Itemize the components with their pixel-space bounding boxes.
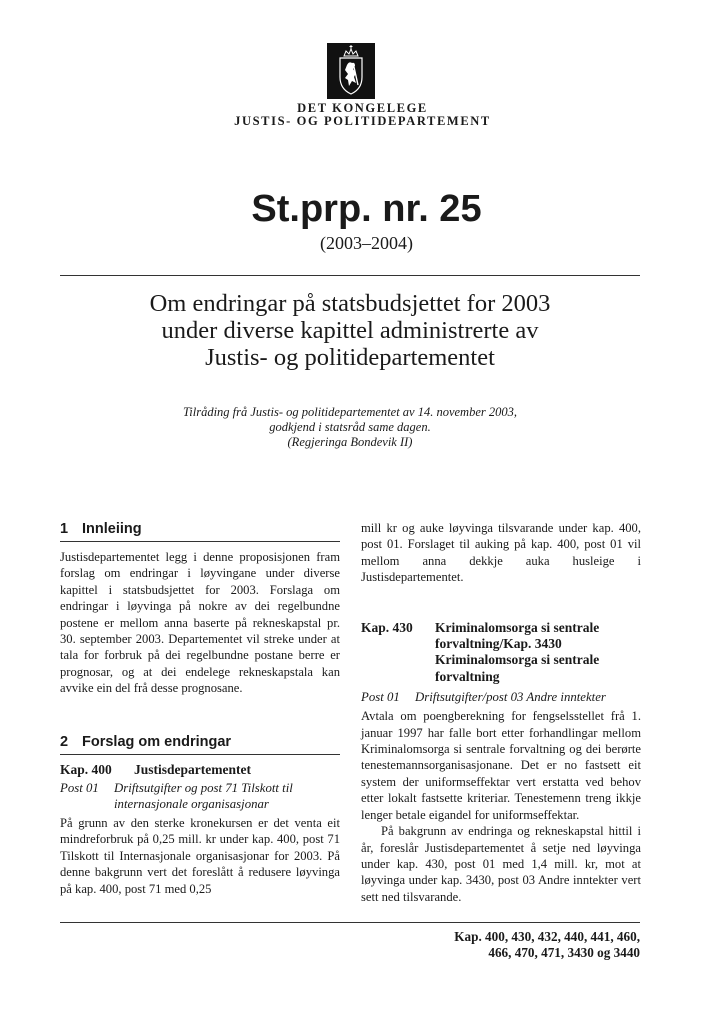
kap-number: Kap. 430: [361, 619, 413, 635]
section-number: 2: [60, 733, 69, 750]
title-divider: [60, 275, 640, 276]
footer-divider: [60, 922, 640, 923]
session-years: (2003–2004): [320, 233, 413, 253]
department-line-1: DET KONGELEGE: [297, 101, 428, 115]
post-heading: [361, 689, 641, 705]
coat-of-arms-icon: [327, 43, 375, 99]
kap-430-paragraph-2: På bakgrunn av endringa og rekneskapstal hittil i år, foreslår Justisdepartementet å setje ned løyvinga under kap. 430, post 01 med 1,4 mill. kr, mot at løyvinga under kap. 3430, post 03 Andre inntekter vert sett ned tilsvarande.: [361, 824, 641, 904]
subject-line: under diverse kapittel administrerte av: [161, 317, 539, 344]
section-1-text: Justisdepartementet legg i denne proposisjonen fram forslag om endringar i løyvingane under diverse kapittel i statsbudsjettet for 2003. Forslaga om endringar i løyvinga på nokre av dei regelbundne postene er mellom anna baserte på rekneskapstal pr. 30. september 2003. Departementet vil streke under at tala for forbruk på dei regelbundne postane berre er prognosar, og at dei endelege rekneskapstala kan avvike ein del frå desse prognosane.: [60, 550, 340, 696]
post-title: Driftsutgifter/post 03 Andre inntekter: [415, 690, 606, 705]
kap-title: Justisdepartementet: [134, 761, 251, 777]
kap-number: Kap. 400: [60, 761, 112, 777]
right-column: [361, 520, 641, 905]
left-column: [60, 520, 340, 897]
post-title: Driftsutgifter og post 71 Tilskott til internasjonale organisasjonar: [114, 781, 293, 812]
recommendation-line: (Regjeringa Bondevik II): [287, 435, 413, 449]
department-name: [0, 102, 725, 128]
section-title: Innleiing: [82, 521, 142, 537]
section-rule: [60, 754, 340, 755]
chapter-list-line: Kap. 400, 430, 432, 440, 441, 460,: [454, 929, 640, 944]
section-number: 1: [60, 521, 69, 537]
recommendation-note: [60, 405, 640, 450]
recommendation-line: godkjend i statsråd same dagen.: [269, 420, 431, 434]
post-number: Post 01: [60, 781, 99, 796]
section-1-heading: [60, 520, 340, 538]
department-line-2: JUSTIS- OG POLITIDEPARTEMENT: [234, 114, 491, 128]
subject-line: Om endringar på statsbudsjettet for 2003: [149, 290, 551, 317]
kap-430-heading: [361, 620, 641, 686]
recommendation-line: Tilråding frå Justis- og politidepartementet av 14. november 2003,: [183, 405, 517, 419]
chapter-list: [380, 929, 640, 961]
section-rule: [60, 541, 340, 542]
kap-400-text: På grunn av den sterke kronekursen er det venta eit mindreforbruk på 0,25 mill. kr under kap. 400, post 71 Tilskott til Internasjonale organisasjonar for 2003. På denne bakgrunn vert det foreslått å redusere løyvinga på kap. 400, post 71 med 0,25: [60, 816, 340, 896]
document-title: St.prp. nr. 25: [251, 188, 482, 230]
section-2-heading: [60, 733, 340, 751]
kap-title: Kriminalomsorga si sentrale forvaltning/Kap. 3430 Kriminalomsorga si sentrale forvaltning: [435, 619, 600, 684]
section-title: Forslag om endringar: [82, 733, 232, 750]
chapter-list-line: 466, 470, 471, 3430 og 3440: [488, 945, 640, 960]
kap-430-paragraph-1: Avtala om poengberekning for fengselsstellet frå 1. januar 1997 har falle bort etter forhandlingar mellom Kriminalomsorga si sentrale forvaltning og dei berørte tenestemannsorganisasjonane. Det er no fastsett eit system der uniformseffektar vert erstatta ved behov etter lokalt fastsette kriteriar. Tenestemenn treng ikkje lenger betale eigandel for uniformseffektar.: [361, 709, 641, 822]
continued-text: mill kr og auke løyvinga tilsvarande under kap. 400, post 01. Forslaget til auking på kap. 400, post 01 vil mellom anna dekkje auka husleige i Justisdepartementet.: [361, 521, 641, 585]
subject-line: Justis- og politidepartementet: [205, 344, 495, 371]
document-subject: [60, 290, 640, 371]
kap-400-heading: [60, 762, 340, 778]
post-number: Post 01: [361, 690, 400, 705]
post-heading: [60, 780, 340, 812]
